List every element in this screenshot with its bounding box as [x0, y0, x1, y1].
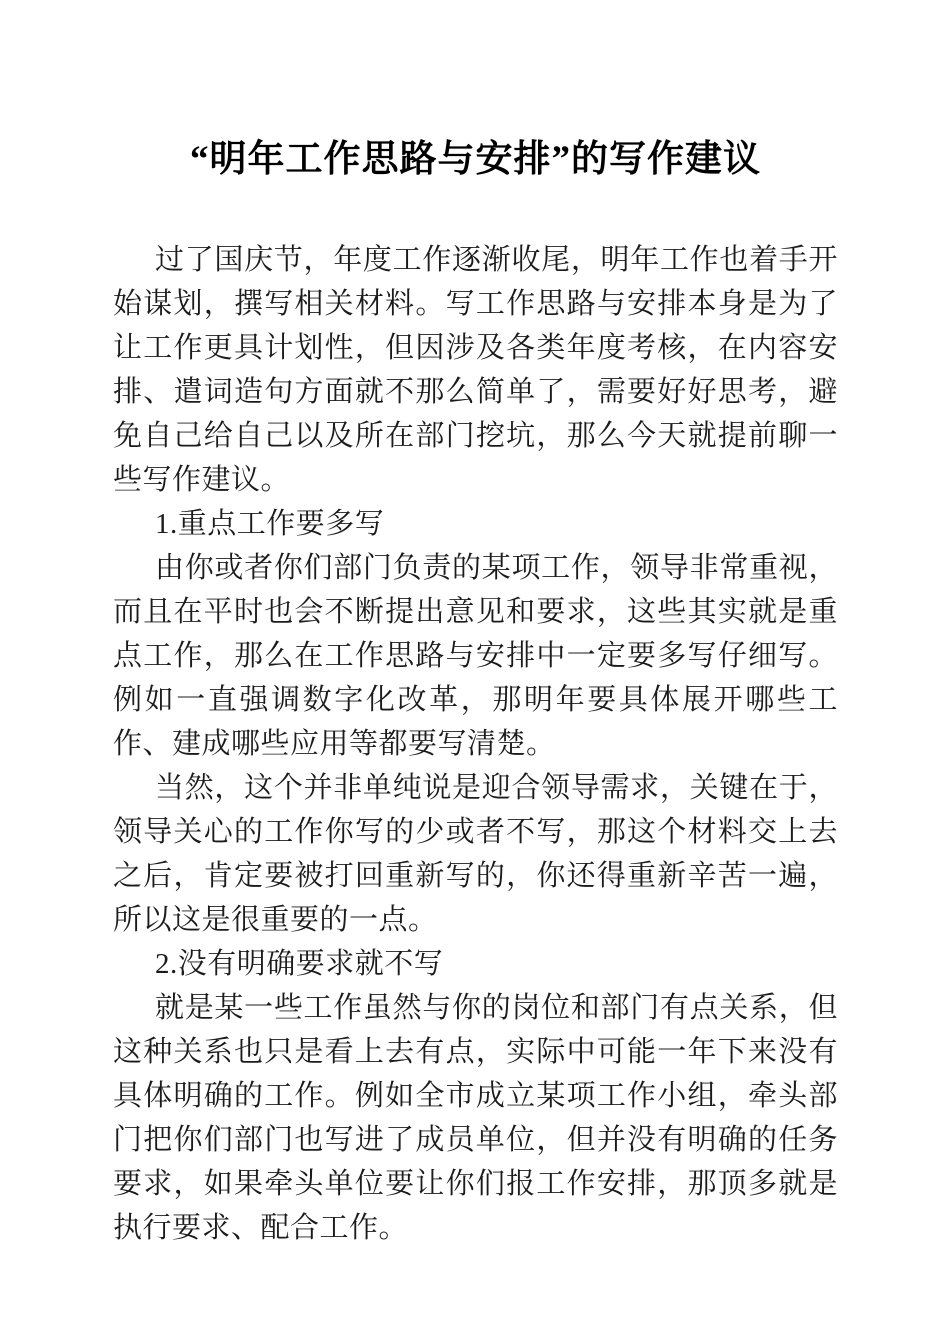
paragraph-section2-a: 就是某一些工作虽然与你的岗位和部门有点关系，但这种关系也只是看上去有点，实际中可能一年下来没有具体明确的工作。例如全市成立某项工作小组，牵头部门把你们部门也写进了成员单位，但并没有明确的任务要求，如果牵头单位要让你们报工作安排，那顶多就是执行要求、配合工作。	[113, 992, 838, 1244]
paragraph-section1-a: 由你或者你们部门负责的某项工作，领导非常重视，而且在平时也会不断提出意见和要求，这些其实就是重点工作，那么在工作思路与安排中一定要多写仔细写。例如一直强调数字化改革，那明年要具体展开哪些工作、建成哪些应用等都要写清楚。	[113, 552, 838, 760]
section-heading-2: 2.没有明确要求就不写	[155, 948, 444, 980]
document-title: “明年工作思路与安排”的写作建议	[190, 139, 761, 180]
paragraph-section1-b: 当然，这个并非单纯说是迎合领导需求，关键在于，领导关心的工作你写的少或者不写，那这个材料交上去之后，肯定要被打回重新写的，你还得重新辛苦一遍，所以这是很重要的一点。	[113, 772, 838, 936]
section-heading-1: 1.重点工作要多写	[155, 508, 385, 540]
paragraph-intro: 过了国庆节，年度工作逐渐收尾，明年工作也着手开始谋划，撰写相关材料。写工作思路与安排本身是为了让工作更具计划性，但因涉及各类年度考核，在内容安排、遣词造句方面就不那么简单了，需要好好思考，避免自己给自己以及所在部门挖坑，那么今天就提前聊一些写作建议。	[113, 244, 838, 496]
